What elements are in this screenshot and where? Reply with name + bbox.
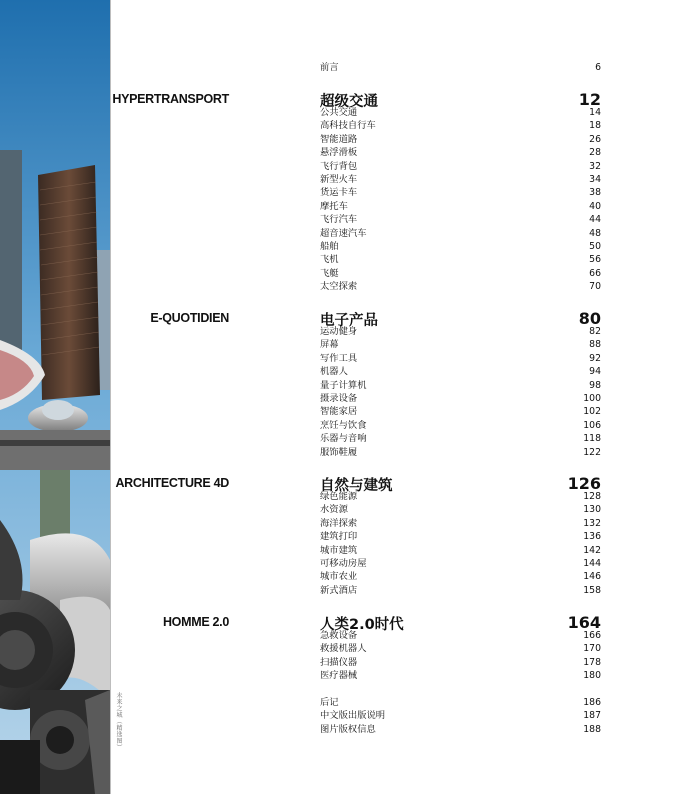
toc-entry[interactable]	[320, 253, 601, 266]
toc-entry-title: 乐器与音响	[320, 433, 367, 445]
toc-entry[interactable]	[320, 530, 601, 543]
toc-entry-title: 量子计算机	[320, 379, 367, 391]
toc-entry-page: 100	[583, 393, 601, 404]
toc-entry-title: 新式酒店	[320, 584, 358, 596]
toc-entry-page: 98	[589, 379, 601, 391]
section-page: 80	[578, 309, 601, 328]
section-english-title: E-QUOTIDIEN	[150, 311, 229, 325]
toc-entry-title: 悬浮滑板	[320, 147, 358, 159]
toc-entry-title: 超音速汽车	[320, 227, 367, 239]
toc-entry[interactable]	[320, 200, 601, 213]
toc-back-matter-entry[interactable]	[320, 723, 601, 736]
toc-entry-title: 海洋探索	[320, 517, 358, 529]
toc-entry-title: 图片版权信息	[320, 723, 376, 735]
toc-entry-page: 28	[589, 147, 601, 159]
toc-entry-page: 14	[589, 107, 601, 118]
toc-entry-title: 飞机	[320, 254, 339, 266]
toc-entry-title: 城市建筑	[320, 544, 358, 556]
toc-entry-title: 机器人	[320, 366, 348, 378]
toc-entry-page: 178	[583, 656, 601, 668]
toc-entry[interactable]	[320, 240, 601, 253]
toc-entry[interactable]	[320, 213, 601, 226]
toc-entry[interactable]	[320, 432, 601, 445]
toc-entry[interactable]	[320, 267, 601, 280]
toc-entry[interactable]	[320, 119, 601, 132]
toc-entry-title: 水资源	[320, 504, 348, 516]
toc-entry[interactable]	[320, 517, 601, 530]
toc-entry-page: 188	[583, 723, 601, 735]
toc-preface[interactable]	[320, 61, 601, 74]
toc-entry-page: 82	[589, 326, 601, 337]
toc-entry[interactable]	[320, 392, 601, 405]
toc-entry[interactable]	[320, 503, 601, 516]
toc-entry-title: 公共交通	[320, 107, 358, 118]
toc-entry-title: 绿色能源	[320, 491, 358, 502]
toc-entry[interactable]	[320, 642, 601, 655]
toc-entry-page: 94	[589, 366, 601, 378]
toc-entry-title: 飞艇	[320, 267, 339, 279]
toc-entry-title: 前言	[320, 62, 339, 73]
toc-entry[interactable]	[320, 325, 601, 338]
toc-entry-title: 中文版出版说明	[320, 710, 386, 722]
section-page: 12	[578, 90, 601, 109]
spine-caption: 未来之城（精选图）	[115, 692, 122, 751]
toc-entry-page: 56	[589, 254, 601, 266]
toc-entry[interactable]	[320, 490, 601, 503]
toc-entry[interactable]	[320, 656, 601, 669]
toc-back-matter-entry[interactable]	[320, 709, 601, 722]
toc-entry-page: 146	[583, 571, 601, 583]
toc-entry[interactable]	[320, 405, 601, 418]
toc-entry-title: 飞行背包	[320, 160, 358, 172]
toc-entry-page: 166	[583, 630, 601, 641]
toc-entry[interactable]	[320, 106, 601, 119]
toc-entry-page: 92	[589, 352, 601, 364]
toc-entry-title: 摄录设备	[320, 393, 358, 404]
toc-entry-page: 158	[583, 584, 601, 596]
toc-entry[interactable]	[320, 419, 601, 432]
toc-entry[interactable]	[320, 365, 601, 378]
toc-entry-page: 6	[595, 62, 601, 73]
toc-entry[interactable]	[320, 544, 601, 557]
toc-entry[interactable]	[320, 629, 601, 642]
toc-entry[interactable]	[320, 570, 601, 583]
toc-entry-title: 救援机器人	[320, 643, 367, 655]
toc-entry-title: 扫描仪器	[320, 656, 358, 668]
section-english-title: ARCHITECTURE 4D	[115, 476, 229, 490]
toc-entry[interactable]	[320, 379, 601, 392]
toc-entry[interactable]	[320, 227, 601, 240]
toc-entry-title: 船舶	[320, 241, 339, 252]
toc-entry-page: 50	[589, 241, 601, 252]
toc-entry-page: 38	[589, 187, 601, 199]
section-page: 164	[567, 613, 601, 632]
toc-entry-title: 屏幕	[320, 339, 339, 351]
toc-entry[interactable]	[320, 160, 601, 173]
toc-entry-page: 34	[589, 174, 601, 185]
section-chinese-title: 人类2.0时代	[320, 617, 404, 633]
toc-entry-page: 26	[589, 133, 601, 145]
section-page: 126	[567, 474, 601, 493]
section-chinese-title: 超级交通	[320, 94, 378, 110]
toc-entry-page: 132	[583, 517, 601, 529]
toc-entry-page: 142	[583, 544, 601, 556]
toc-entry[interactable]	[320, 146, 601, 159]
toc-entry-page: 70	[589, 281, 601, 293]
toc-entry-page: 128	[583, 491, 601, 502]
toc-entry-title: 新型火车	[320, 174, 358, 185]
toc-entry-title: 医疗器械	[320, 670, 358, 682]
toc-entry-page: 18	[589, 120, 601, 132]
toc-entry[interactable]	[320, 186, 601, 199]
toc-entry-page: 40	[589, 200, 601, 212]
toc-entry-page: 186	[583, 697, 601, 708]
toc-entry-page: 88	[589, 339, 601, 351]
toc-entry-title: 智能道路	[320, 133, 358, 145]
toc-entry-page: 122	[583, 446, 601, 458]
toc-entry-title: 可移动房屋	[320, 558, 367, 569]
toc-entry-page: 130	[583, 504, 601, 516]
toc-entry-page: 32	[589, 160, 601, 172]
toc-entry[interactable]	[320, 446, 601, 459]
toc-entry-page: 102	[583, 406, 601, 418]
section-english-title: HOMME 2.0	[162, 615, 229, 629]
toc-entry-title: 急救设备	[320, 630, 358, 641]
toc-entry-title: 运动健身	[320, 326, 358, 337]
section-chinese-title: 自然与建筑	[320, 478, 393, 494]
toc-entry[interactable]	[320, 173, 601, 186]
toc-entry-page: 106	[583, 419, 601, 431]
toc-entry-title: 写作工具	[320, 352, 358, 364]
toc-entry-page: 136	[583, 531, 601, 543]
toc-entry-page: 170	[583, 643, 601, 655]
toc-entry-page: 180	[583, 670, 601, 682]
section-chinese-title: 电子产品	[320, 313, 378, 329]
toc-entry-title: 烹饪与饮食	[320, 419, 367, 431]
toc-entry-title: 摩托车	[320, 200, 348, 212]
toc-back-matter-entry[interactable]	[320, 696, 601, 709]
toc-entry-title: 城市农业	[320, 571, 358, 583]
toc-entry[interactable]	[320, 557, 601, 570]
toc-entry-page: 118	[583, 433, 601, 445]
toc-entry-title: 高科技自行车	[320, 120, 376, 132]
toc-entry-title: 服饰鞋履	[320, 446, 358, 458]
toc-entry-title: 货运卡车	[320, 187, 358, 199]
toc-entry-title: 智能家居	[320, 406, 358, 418]
toc-entry-title: 飞行汽车	[320, 214, 358, 226]
toc-entry-page: 144	[583, 558, 601, 569]
toc-entry-page: 66	[589, 267, 601, 279]
toc-entry-page: 187	[583, 710, 601, 722]
toc-entry[interactable]	[320, 352, 601, 365]
toc-entry[interactable]	[320, 133, 601, 146]
toc-entry-page: 44	[589, 214, 601, 226]
toc-entry-page: 48	[589, 227, 601, 239]
toc-entry[interactable]	[320, 669, 601, 682]
toc-entry-title: 建筑打印	[320, 531, 358, 543]
toc-entry[interactable]	[320, 338, 601, 351]
toc-entry[interactable]	[320, 584, 601, 597]
toc-entry-title: 太空探索	[320, 281, 358, 293]
toc-entry[interactable]	[320, 280, 601, 293]
toc-entry-title: 后记	[320, 697, 339, 708]
section-english-title: HYPERTRANSPORT	[112, 92, 229, 106]
